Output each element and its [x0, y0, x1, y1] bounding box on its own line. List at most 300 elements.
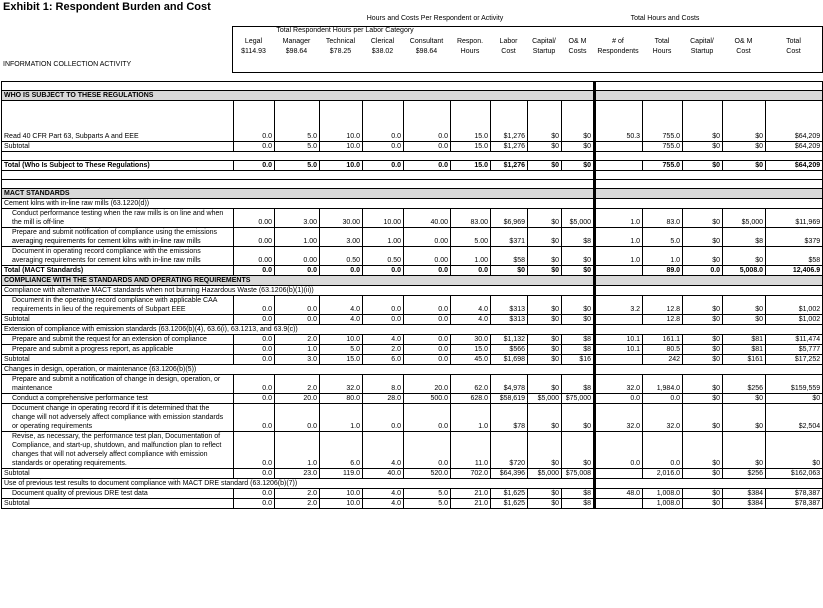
table-row — [2, 394, 823, 404]
value-cell: 1.0 — [451, 404, 491, 432]
column-header-line2: Hours — [652, 48, 672, 55]
value-cell: $384 — [723, 489, 766, 499]
spacer-cell — [595, 82, 823, 91]
column-header-line2: $114.93 — [241, 48, 266, 55]
activity-label: Subtotal — [2, 355, 234, 365]
value-cell: 1.0 — [320, 404, 363, 432]
value-cell: 0.0 — [404, 315, 451, 325]
value-cell: $5,000 — [562, 209, 595, 228]
value-cell: $0 — [528, 247, 562, 266]
column-header-line2: Startup — [690, 48, 714, 55]
value-cell: 12,406.9 — [766, 266, 823, 276]
value-cell: 4.0 — [451, 296, 491, 315]
section-spacer — [595, 199, 823, 209]
activity-label: Subtotal — [2, 142, 234, 152]
value-cell: 1.0 — [275, 345, 320, 355]
subsection-row — [2, 325, 823, 335]
value-cell: 20.0 — [275, 394, 320, 404]
value-cell: $0 — [683, 161, 723, 171]
value-cell: 0.0 — [234, 335, 275, 345]
value-cell: $0 — [528, 375, 562, 394]
value-cell: $5,000 — [528, 394, 562, 404]
value-cell: $0 — [528, 228, 562, 247]
value-cell: $1,002 — [766, 315, 823, 325]
value-cell: $0 — [528, 335, 562, 345]
value-cell: 10.1 — [595, 345, 643, 355]
value-cell: $11,969 — [766, 209, 823, 228]
table-row — [2, 296, 823, 315]
column-header-line1: Total — [654, 38, 670, 45]
value-cell: 0.0 — [404, 142, 451, 152]
spacer-cell — [2, 171, 595, 180]
value-cell: 0.0 — [234, 296, 275, 315]
value-cell: 0.0 — [363, 315, 404, 325]
value-cell: 80.0 — [320, 394, 363, 404]
value-cell: 0.0 — [404, 345, 451, 355]
value-cell: $0 — [683, 394, 723, 404]
column-header — [274, 37, 319, 57]
value-cell: 0.0 — [404, 404, 451, 432]
value-cell: $0 — [562, 142, 595, 152]
value-cell: $0 — [562, 296, 595, 315]
value-cell: 3.00 — [275, 209, 320, 228]
value-cell: $0 — [723, 101, 766, 142]
value-cell: 1.0 — [595, 228, 643, 247]
value-cell: 1.0 — [275, 432, 320, 469]
value-cell: 45.0 — [451, 355, 491, 365]
value-cell: $162,063 — [766, 469, 823, 479]
value-cell: $0 — [562, 404, 595, 432]
activity-label: Document change in operating record if it is determined that the change will not adversely affect compliance with emission standards or operating requirements — [2, 404, 234, 432]
value-cell: 30.00 — [320, 209, 363, 228]
subsection-row — [2, 479, 823, 489]
value-cell: 32.0 — [595, 375, 643, 394]
value-cell: $4,978 — [491, 375, 528, 394]
value-cell — [595, 499, 643, 509]
value-cell: 0.00 — [404, 228, 451, 247]
value-cell: $0 — [723, 394, 766, 404]
value-cell: 0.0 — [234, 355, 275, 365]
activity-label: Revise, as necessary, the performance test plan, Documentation of Compliance, and start-up, shutdown, and malfunction plan to reflect changes that will not adversely affect compliance with emission standards or operating requirements. — [2, 432, 234, 469]
column-header — [527, 37, 561, 57]
value-cell: 0.0 — [234, 161, 275, 171]
activity-header: INFORMATION COLLECTION ACTIVITY — [3, 61, 132, 68]
value-cell: 0.00 — [404, 247, 451, 266]
value-cell — [595, 161, 643, 171]
value-cell: 628.0 — [451, 394, 491, 404]
value-cell: 0.0 — [404, 101, 451, 142]
value-cell: 1.0 — [595, 209, 643, 228]
activity-label: Document in the operating record compliance with applicable CAA requirements in lieu of the requirements of Subpart EEE — [2, 296, 234, 315]
table-row — [2, 489, 823, 499]
column-header — [642, 37, 682, 57]
value-cell: $0 — [528, 101, 562, 142]
value-cell: $1,132 — [491, 335, 528, 345]
value-cell: 1.0 — [643, 247, 683, 266]
section-title: MACT STANDARDS — [2, 189, 595, 199]
column-header-line2: $98.64 — [285, 48, 308, 55]
value-cell: 5.0 — [275, 142, 320, 152]
column-header-line1: Capital/ — [690, 38, 714, 45]
activity-label: Read 40 CFR Part 63, Subparts A and EEE — [2, 101, 234, 142]
value-cell: 48.0 — [595, 489, 643, 499]
value-cell: 0.0 — [363, 101, 404, 142]
value-cell: 0.0 — [363, 296, 404, 315]
value-cell: $0 — [562, 266, 595, 276]
activity-label: Document in operating record compliance with the emissions averaging requirements for cement kilns with in-line raw mills — [2, 247, 234, 266]
subtotal-row — [2, 142, 823, 152]
spacer-row — [2, 180, 823, 189]
value-cell: $0 — [528, 209, 562, 228]
column-header — [594, 37, 642, 57]
value-cell: 0.0 — [234, 315, 275, 325]
value-cell: 0.0 — [234, 432, 275, 469]
value-cell: 10.0 — [320, 489, 363, 499]
value-cell: $0 — [528, 355, 562, 365]
value-cell: 83.0 — [643, 209, 683, 228]
value-cell: 32.0 — [643, 404, 683, 432]
spacer-row — [2, 171, 823, 180]
value-cell: 2.0 — [363, 345, 404, 355]
column-header-line2: Cost — [501, 48, 516, 55]
value-cell: 0.00 — [234, 209, 275, 228]
column-header — [233, 37, 274, 57]
value-cell: 4.0 — [320, 296, 363, 315]
value-cell: $0 — [528, 315, 562, 325]
spacer-cell — [595, 152, 823, 161]
value-cell: $8 — [562, 335, 595, 345]
value-cell — [595, 142, 643, 152]
column-header-line1: Legal — [244, 38, 263, 45]
activity-label: Conduct performance testing when the raw mills is on line and when the mill is off-line — [2, 209, 234, 228]
value-cell: 2,016.0 — [643, 469, 683, 479]
activity-label: Document quality of previous DRE test data — [2, 489, 234, 499]
section-spacer — [595, 365, 823, 375]
subsection-row — [2, 199, 823, 209]
value-cell: $0 — [683, 355, 723, 365]
value-cell: 83.00 — [451, 209, 491, 228]
value-cell: 15.0 — [451, 101, 491, 142]
value-cell: $0 — [683, 432, 723, 469]
value-cell: $75,000 — [562, 394, 595, 404]
value-cell: 40.00 — [404, 209, 451, 228]
value-cell: $64,209 — [766, 142, 823, 152]
activity-label: Prepare and submit the request for an extension of compliance — [2, 335, 234, 345]
activity-label: Prepare and submit a notification of change in design, operation, or maintenance — [2, 375, 234, 394]
table-row — [2, 228, 823, 247]
value-cell: $8 — [562, 499, 595, 509]
value-cell: 10.00 — [363, 209, 404, 228]
value-cell: 0.0 — [234, 404, 275, 432]
section-header-row — [2, 276, 823, 286]
activity-label: Conduct a comprehensive performance test — [2, 394, 234, 404]
activity-label: Prepare and submit notification of compliance using the emissions averaging requirements for cement kilns with in-line raw mills — [2, 228, 234, 247]
value-cell: $1,698 — [491, 355, 528, 365]
value-cell: 1.00 — [451, 247, 491, 266]
section-header-row — [2, 91, 823, 101]
spacer-cell — [2, 180, 595, 189]
value-cell: 0.0 — [404, 266, 451, 276]
value-cell: $5,000 — [723, 209, 766, 228]
table-row — [2, 345, 823, 355]
value-cell: $0 — [528, 142, 562, 152]
activity-label: Subtotal — [2, 315, 234, 325]
table-row — [2, 101, 823, 142]
value-cell: $0 — [683, 489, 723, 499]
value-cell: 0.0 — [234, 345, 275, 355]
value-cell: $0 — [683, 404, 723, 432]
value-cell: 4.0 — [363, 432, 404, 469]
value-cell: 21.0 — [451, 499, 491, 509]
activity-label: Total (MACT Standards) — [2, 266, 234, 276]
column-header — [362, 37, 403, 57]
value-cell: $0 — [562, 161, 595, 171]
value-cell: 40.0 — [363, 469, 404, 479]
value-cell: 0.0 — [363, 161, 404, 171]
value-cell: $5,777 — [766, 345, 823, 355]
value-cell — [595, 315, 643, 325]
activity-label: Prepare and submit a progress report, as applicable — [2, 345, 234, 355]
subsection-title: Changes in design, operation, or maintenance (63.1206(b)(5)) — [2, 365, 595, 375]
value-cell: $0 — [723, 296, 766, 315]
value-cell: $0 — [528, 161, 562, 171]
value-cell: 2.0 — [275, 335, 320, 345]
value-cell: 20.0 — [404, 375, 451, 394]
spacer-row — [2, 82, 823, 91]
section-spacer — [595, 91, 823, 101]
column-header-line1: Technical — [325, 38, 356, 45]
value-cell: $78,387 — [766, 499, 823, 509]
column-header-line2: Cost — [736, 48, 751, 55]
value-cell: 1.00 — [275, 228, 320, 247]
table-row — [2, 247, 823, 266]
value-cell: $81 — [723, 345, 766, 355]
value-cell: 755.0 — [643, 142, 683, 152]
value-cell: $8 — [562, 489, 595, 499]
value-cell: 0.50 — [320, 247, 363, 266]
value-cell: 32.0 — [320, 375, 363, 394]
value-cell: 0.0 — [275, 315, 320, 325]
subsection-row — [2, 365, 823, 375]
value-cell: 0.0 — [363, 142, 404, 152]
value-cell: $566 — [491, 345, 528, 355]
value-cell: $0 — [683, 247, 723, 266]
value-cell: 8.0 — [363, 375, 404, 394]
section-spacer — [595, 286, 823, 296]
value-cell: $1,276 — [491, 142, 528, 152]
value-cell: $78 — [491, 404, 528, 432]
value-cell: 0.0 — [404, 335, 451, 345]
table-row — [2, 375, 823, 394]
value-cell: 6.0 — [320, 432, 363, 469]
column-header — [722, 37, 765, 57]
value-cell: 89.0 — [643, 266, 683, 276]
column-header-line2: Cost — [786, 48, 801, 55]
value-cell: $1,625 — [491, 489, 528, 499]
value-cell: 3.00 — [320, 228, 363, 247]
value-cell: 0.0 — [643, 394, 683, 404]
burden-table — [1, 81, 823, 509]
value-cell: 2.0 — [275, 489, 320, 499]
spacer-cell — [595, 171, 823, 180]
value-cell: 10.0 — [320, 335, 363, 345]
value-cell: 0.0 — [683, 266, 723, 276]
value-cell: 4.0 — [451, 315, 491, 325]
value-cell: 0.0 — [234, 489, 275, 499]
column-header-line1: O& M — [568, 38, 587, 45]
value-cell: $64,209 — [766, 161, 823, 171]
value-cell: $0 — [683, 101, 723, 142]
value-cell: 1.0 — [595, 247, 643, 266]
subtotal-row — [2, 315, 823, 325]
value-cell: $0 — [528, 432, 562, 469]
value-cell: 0.0 — [275, 296, 320, 315]
column-header — [765, 37, 822, 57]
value-cell: 0.0 — [234, 266, 275, 276]
value-cell: 5,008.0 — [723, 266, 766, 276]
value-cell: 242 — [643, 355, 683, 365]
value-cell: $8 — [562, 228, 595, 247]
section-spacer — [595, 276, 823, 286]
value-cell: $6,969 — [491, 209, 528, 228]
value-cell: 12.8 — [643, 296, 683, 315]
value-cell: $371 — [491, 228, 528, 247]
value-cell: 15.0 — [451, 161, 491, 171]
table-row — [2, 209, 823, 228]
value-cell: $384 — [723, 499, 766, 509]
column-header-line2: $38.02 — [371, 48, 394, 55]
value-cell — [595, 355, 643, 365]
value-cell: 10.0 — [320, 142, 363, 152]
value-cell: $256 — [723, 375, 766, 394]
value-cell: $0 — [562, 247, 595, 266]
value-cell: $0 — [528, 266, 562, 276]
value-cell: 0.0 — [363, 404, 404, 432]
value-cell: $16 — [562, 355, 595, 365]
value-cell: 0.0 — [234, 142, 275, 152]
value-cell: 0.0 — [234, 101, 275, 142]
column-header — [561, 37, 594, 57]
subsection-title: Use of previous test results to document compliance with MACT DRE standard (63.1206(b)(7)) — [2, 479, 595, 489]
value-cell: 4.0 — [363, 489, 404, 499]
column-header — [403, 37, 450, 57]
value-cell: 15.0 — [451, 345, 491, 355]
value-cell: $0 — [683, 469, 723, 479]
value-cell: 755.0 — [643, 101, 683, 142]
column-header — [490, 37, 527, 57]
column-header-line1: Respon. — [456, 38, 484, 45]
activity-label: Subtotal — [2, 499, 234, 509]
value-cell: $0 — [528, 489, 562, 499]
column-header-line1: Consultant — [409, 38, 444, 45]
spacer-cell — [2, 82, 595, 91]
subtotal-row — [2, 355, 823, 365]
value-cell: $8 — [723, 228, 766, 247]
value-cell: $8 — [562, 345, 595, 355]
value-cell — [595, 469, 643, 479]
value-cell: $78,387 — [766, 489, 823, 499]
page-title: Exhibit 1: Respondent Burden and Cost — [3, 1, 211, 13]
value-cell: $1,625 — [491, 499, 528, 509]
value-cell: 10.0 — [320, 161, 363, 171]
value-cell: 500.0 — [404, 394, 451, 404]
value-cell: 0.0 — [234, 499, 275, 509]
value-cell: 5.0 — [320, 345, 363, 355]
value-cell: $0 — [683, 228, 723, 247]
value-cell: $58 — [491, 247, 528, 266]
subsection-row — [2, 286, 823, 296]
value-cell: $1,002 — [766, 296, 823, 315]
total-row — [2, 266, 823, 276]
section-title: COMPLIANCE WITH THE STANDARDS AND OPERATING REQUIREMENTS — [2, 276, 595, 286]
value-cell: 12.8 — [643, 315, 683, 325]
value-cell: 3.0 — [275, 355, 320, 365]
value-cell: 1,008.0 — [643, 499, 683, 509]
value-cell: $313 — [491, 296, 528, 315]
value-cell: 0.0 — [404, 296, 451, 315]
value-cell: 2.0 — [275, 499, 320, 509]
value-cell: $58 — [766, 247, 823, 266]
value-cell: 520.0 — [404, 469, 451, 479]
section-spacer — [595, 189, 823, 199]
value-cell: $0 — [528, 296, 562, 315]
section-header-row — [2, 189, 823, 199]
value-cell: $64,209 — [766, 101, 823, 142]
value-cell: 0.0 — [275, 266, 320, 276]
section-spacer — [595, 479, 823, 489]
section-spacer — [595, 325, 823, 335]
value-cell: $58,619 — [491, 394, 528, 404]
table-row — [2, 335, 823, 345]
value-cell: $0 — [766, 394, 823, 404]
table-row — [2, 432, 823, 469]
column-header-line1: Capital/ — [532, 38, 556, 45]
column-header-line2: $98.64 — [415, 48, 438, 55]
subtotal-row — [2, 469, 823, 479]
value-cell: 0.50 — [363, 247, 404, 266]
column-header-line2: Hours — [460, 48, 480, 55]
value-cell: 5.0 — [275, 161, 320, 171]
value-cell: 0.0 — [404, 355, 451, 365]
value-cell: $379 — [766, 228, 823, 247]
column-header — [319, 37, 362, 57]
value-cell: 62.0 — [451, 375, 491, 394]
column-header-line1: Manager — [282, 38, 311, 45]
value-cell: $5,000 — [528, 469, 562, 479]
subsection-title: Extension of compliance with emission standards (63.1206(b)(4), 63.6(i), 63.1213, and 63.9(c)) — [2, 325, 595, 335]
value-cell: 0.0 — [404, 432, 451, 469]
total-row — [2, 161, 823, 171]
per-respondent-group-label: Hours and Costs Per Respondent or Activity — [366, 15, 504, 22]
value-cell: 0.0 — [234, 394, 275, 404]
spacer-cell — [595, 180, 823, 189]
column-header-line1: Clerical — [370, 38, 395, 45]
column-header-line1: # of — [612, 38, 624, 45]
value-cell: 15.0 — [320, 355, 363, 365]
value-cell: 80.5 — [643, 345, 683, 355]
labor-category-label: Total Respondent Hours per Labor Category — [276, 27, 414, 34]
value-cell: 0.0 — [404, 161, 451, 171]
value-cell: 28.0 — [363, 394, 404, 404]
value-cell: 21.0 — [451, 489, 491, 499]
activity-label: Total (Who Is Subject to These Regulations) — [2, 161, 234, 171]
value-cell: $161 — [723, 355, 766, 365]
value-cell: 11.0 — [451, 432, 491, 469]
value-cell: 30.0 — [451, 335, 491, 345]
column-header-line1: Labor — [499, 38, 518, 45]
value-cell: $0 — [683, 335, 723, 345]
value-cell: $0 — [683, 142, 723, 152]
